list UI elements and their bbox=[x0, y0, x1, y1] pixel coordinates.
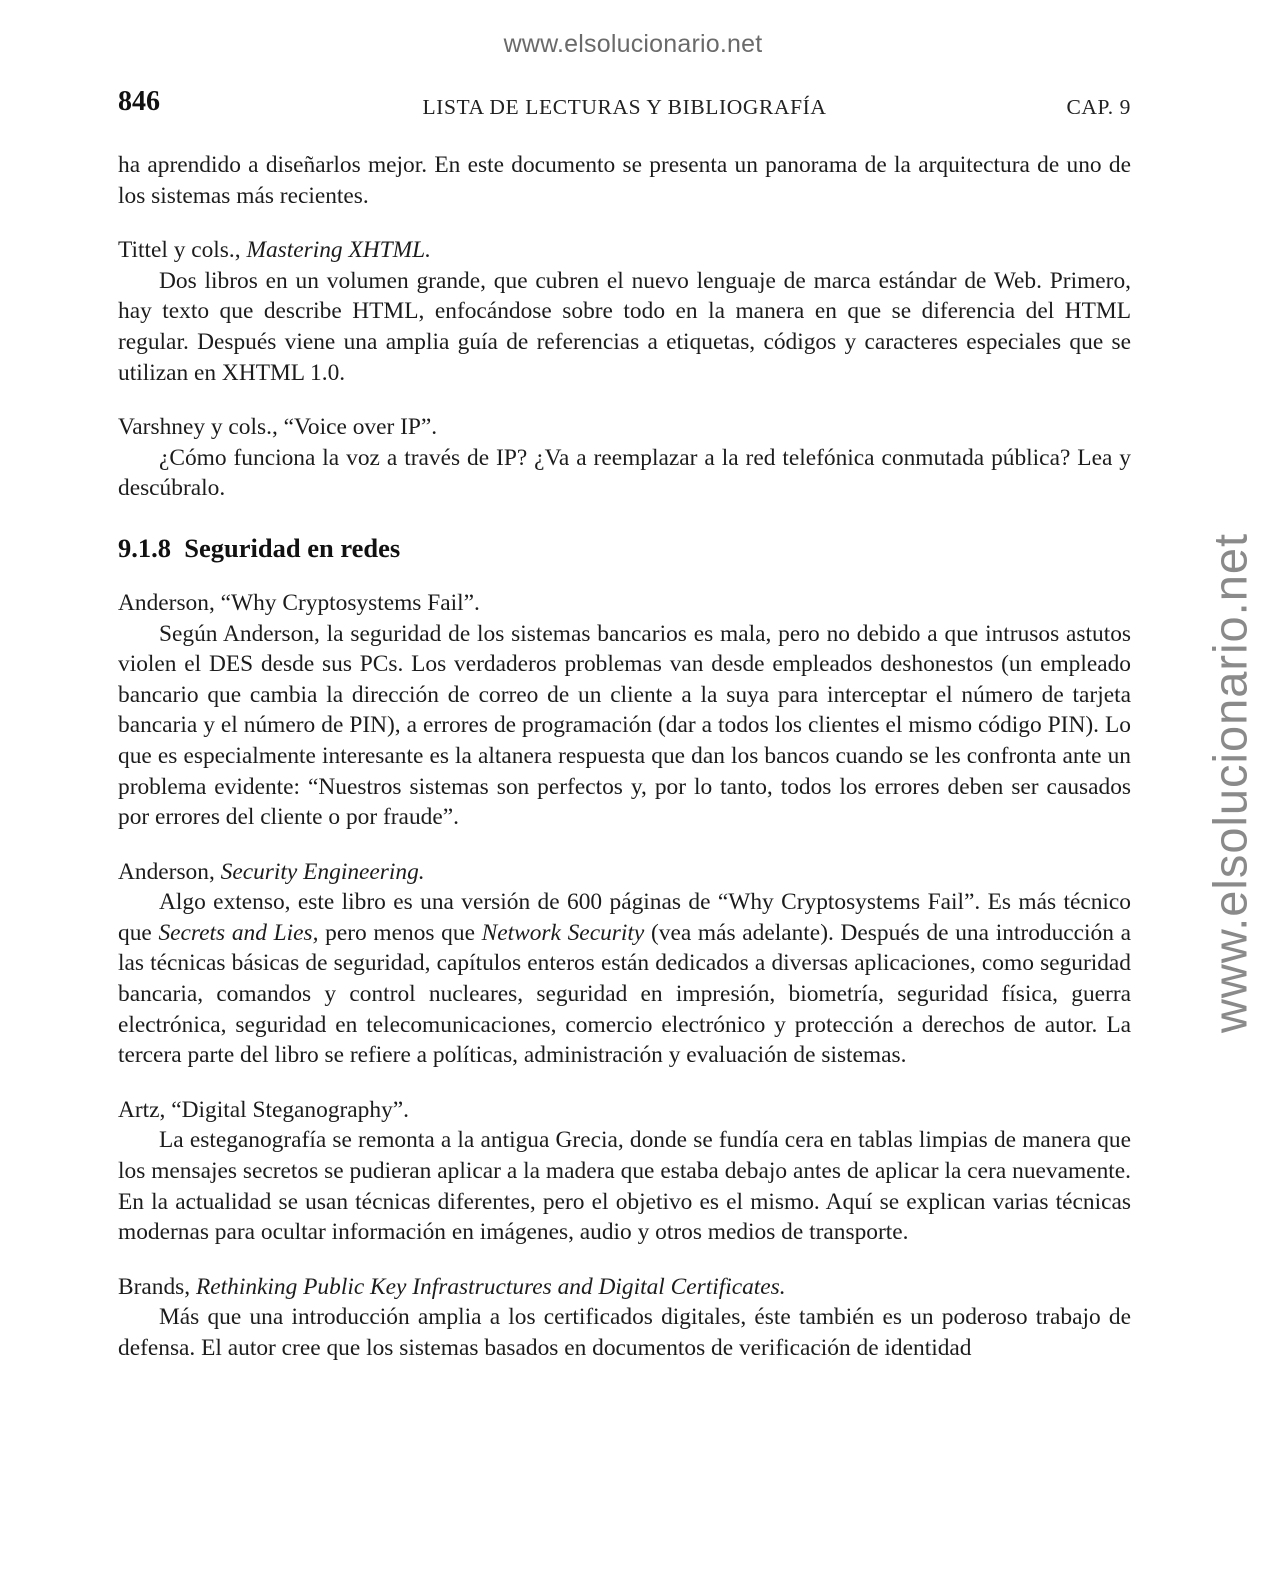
watermark-side: www.elsolucionario.net bbox=[1203, 532, 1257, 1034]
intro-paragraph: ha aprendido a diseñarlos mejor. En este documento se presenta un panorama de la arquitectura de uno de los sistemas más recientes. bbox=[118, 152, 1131, 209]
citation-author: Anderson, bbox=[118, 589, 221, 616]
citation-author: Artz, bbox=[118, 1096, 172, 1123]
entry-description: ¿Cómo funciona la voz a través de IP? ¿Va a reemplazar a la red telefónica conmutada pública? Lea y descúbralo. bbox=[118, 444, 1131, 502]
bibliography-entry-anderson-1 bbox=[118, 588, 1131, 833]
chapter-label: CAP. 9 bbox=[1066, 95, 1131, 119]
entry-description bbox=[118, 887, 1131, 1071]
citation bbox=[118, 857, 1131, 888]
description-text: (vea más adelante). Después de una introducción a las técnicas básicas de seguridad, capítulos enteros están dedicados a diversas aplicaciones, como seguridad bancaria, comandos y control nucleares, seguridad en impresión, biometría, seguridad física, guerra electrónica, seguridad en telecomunicaciones, comercio electrónico y protección a derechos de autor. La tercera parte del libro se refiere a políticas, administración y evaluación de sistemas. bbox=[118, 919, 1132, 1069]
bibliography-entry-artz bbox=[118, 1095, 1131, 1248]
citation-title: Security Engineering. bbox=[220, 858, 425, 885]
description-italic-title: Secrets and Lies, bbox=[158, 919, 319, 946]
citation bbox=[118, 1095, 1131, 1126]
running-head bbox=[118, 86, 1131, 126]
description-text: pero menos que bbox=[318, 919, 482, 946]
entry-description: Según Anderson, la seguridad de los sistemas bancarios es mala, pero no debido a que intrusos astutos violen el DES desde sus PCs. Los verdaderos problemas van desde empleados deshonestos (un empleado bancario que cambia la dirección de correo de un cliente a la suya para interceptar el número de tarjeta bancaria y el número de PIN), a errores de programación (dar a todos los clientes el mismo código PIN). Lo que es especialmente interesante es la altanera respuesta que dan los bancos cuando se les confronta ante un problema evidente: “Nuestros sistemas son perfectos y, por lo tanto, todos los errores deben ser causados por errores del cliente o por fraude”. bbox=[118, 620, 1131, 831]
citation-author: Anderson, bbox=[118, 858, 221, 885]
citation-title: “Voice over IP”. bbox=[283, 414, 438, 441]
entry-description: Más que una introducción amplia a los certificados digitales, éste también es un poderoso trabajo de defensa. El autor cree que los sistemas basados en documentos de verificación de identidad bbox=[118, 1304, 1131, 1361]
citation-author: Varshney y cols., bbox=[118, 414, 284, 441]
citation-author: Brands, bbox=[118, 1273, 196, 1300]
bibliography-entry-tittel bbox=[118, 235, 1131, 388]
section-heading bbox=[118, 531, 1131, 565]
citation-author: Tittel y cols., bbox=[118, 237, 247, 264]
page-number: 846 bbox=[118, 86, 160, 117]
citation-title: “Digital Steganography”. bbox=[171, 1096, 409, 1123]
section-number: 9.1.8 bbox=[118, 532, 171, 563]
section-title: Seguridad en redes bbox=[184, 532, 401, 563]
description-text: Algo extenso, este libro es una versión de 600 páginas de “Why Cryptosystems Fail”. Es más técnico que bbox=[118, 889, 1131, 946]
entry-description: Dos libros en un volumen grande, que cubren el nuevo lenguaje de marca estándar de Web. Primero, hay texto que describe HTML, enfocándose sobre todo en la manera en que se diferencia del HTML regular. Después viene una amplia guía de referencias a etiquetas, códigos y caracteres especiales que se utilizan en XHTML 1.0. bbox=[118, 267, 1131, 386]
citation-title: Rethinking Public Key Infrastructures and Digital Certificates. bbox=[195, 1273, 786, 1300]
bibliography-entry-brands bbox=[118, 1272, 1131, 1364]
page-body bbox=[118, 150, 1131, 1364]
bibliography-entry-varshney bbox=[118, 412, 1131, 504]
watermark-top: www.elsolucionario.net bbox=[503, 30, 763, 58]
citation-title: Mastering XHTML. bbox=[246, 237, 432, 264]
entry-description: La esteganografía se remonta a la antigua Grecia, donde se fundía cera en tablas limpias de manera que los mensajes secretos se pudieran aplicar a la madera que estaba debajo antes de aplicar la cera nuevamente. En la actualidad se usan técnicas diferentes, pero el objetivo es el mismo. Aquí se explican varias técnicas modernas para ocultar información en imágenes, audio y otros medios de transporte. bbox=[118, 1127, 1131, 1246]
citation bbox=[118, 588, 1131, 619]
citation-title: “Why Cryptosystems Fail”. bbox=[220, 589, 480, 616]
description-italic-title: Network Security bbox=[481, 919, 645, 946]
bibliography-entry-anderson-2 bbox=[118, 857, 1131, 1071]
citation bbox=[118, 412, 1131, 443]
running-head-title: LISTA DE LECTURAS Y BIBLIOGRAFÍA bbox=[422, 95, 827, 119]
citation bbox=[118, 1272, 1131, 1303]
citation bbox=[118, 235, 1131, 266]
